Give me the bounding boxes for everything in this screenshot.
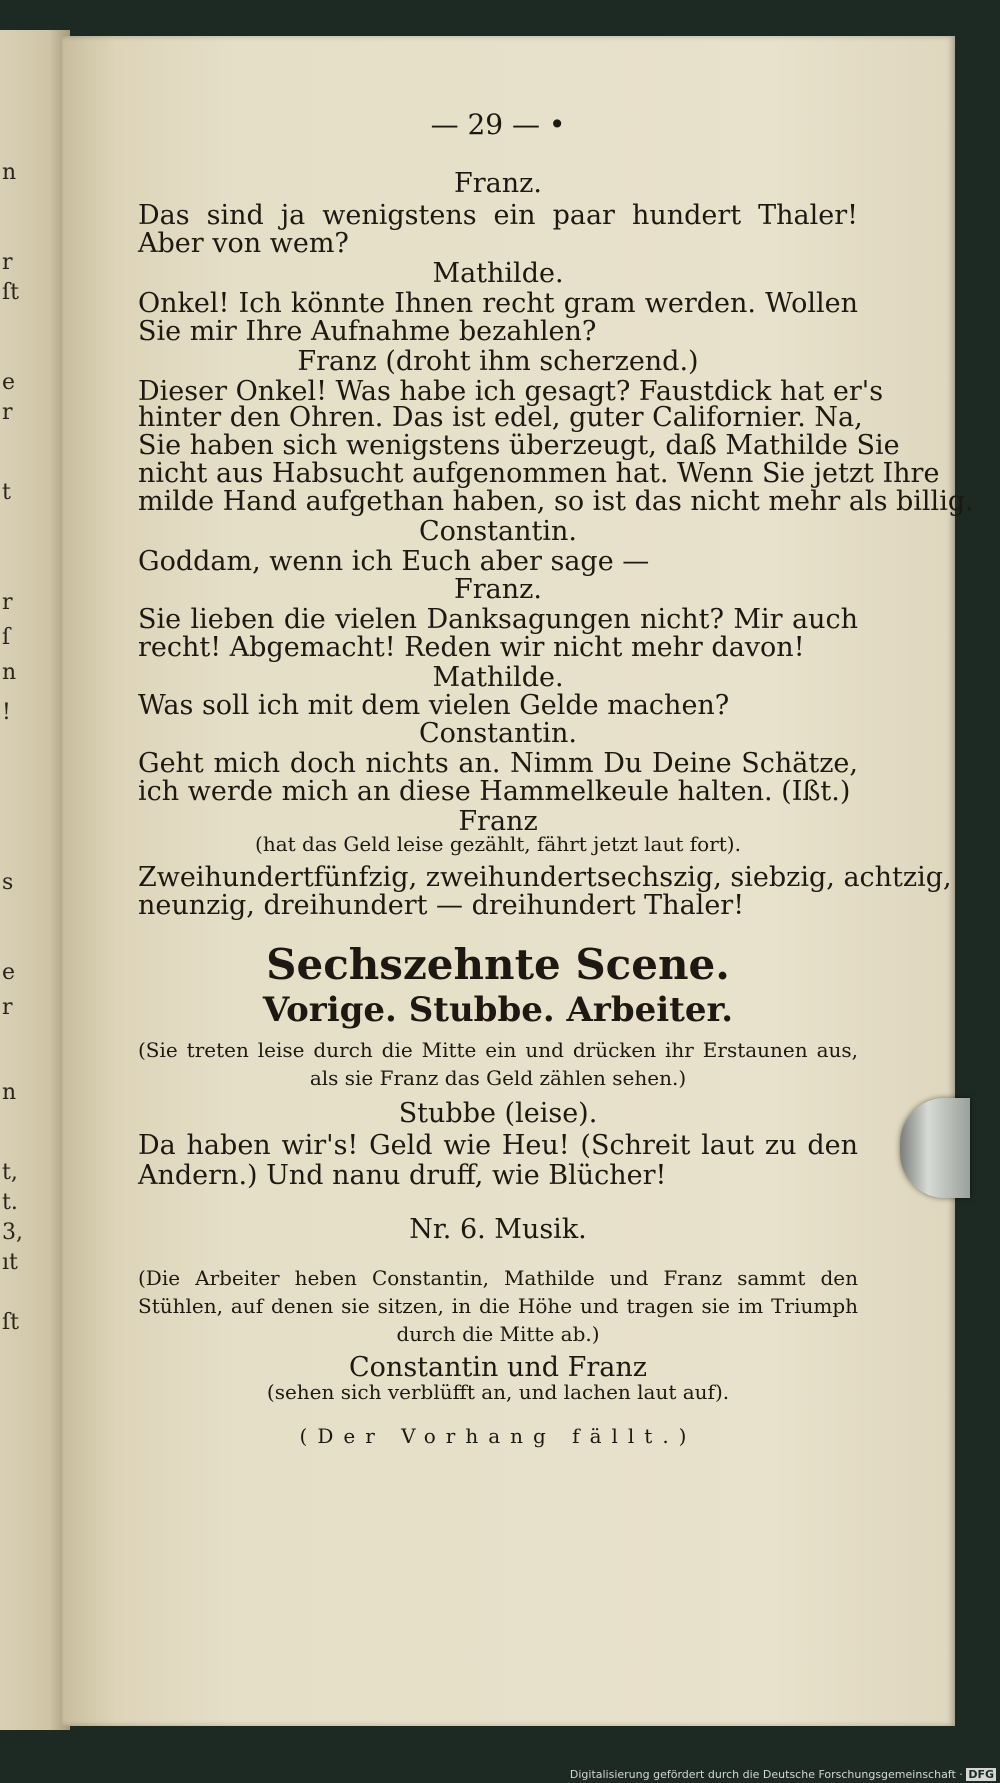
text-line: Onkel! Ich könnte Ihnen recht gram werden. Wollen	[138, 288, 858, 319]
text-line: Sie haben sich wenigstens überzeugt, daß Mathilde Sie	[138, 430, 900, 461]
text-line: Andern.) Und nanu druff, wie Blücher!	[138, 1160, 667, 1191]
text-line: Sie lieben die vielen Danksagungen nicht? Mir auch	[138, 604, 858, 635]
digitization-credit: Digitalisierung gefördert durch die Deutsche Forschungsgemeinschaft · DFG	[569, 1768, 994, 1781]
credit-text: Digitalisierung gefördert durch die Deutsche Forschungsgemeinschaft	[569, 1768, 956, 1781]
speaker-name: Franz.	[454, 574, 542, 605]
left-margin-char: t.	[2, 1190, 18, 1215]
left-margin-char: n	[2, 160, 17, 185]
speaker-name: Constantin und Franz	[349, 1352, 647, 1383]
left-margin-char: s	[2, 870, 14, 895]
speaker-name: Mathilde.	[432, 258, 564, 289]
left-margin-char: r	[2, 250, 13, 275]
scene-title: Sechszehnte Scene.	[266, 940, 730, 989]
text-line: Goddam, wenn ich Euch aber sage —	[138, 546, 650, 577]
left-margin-char: n	[2, 1080, 17, 1105]
speaker-name: Franz.	[454, 168, 542, 199]
text-line: nicht aus Habsucht aufgenommen hat. Wenn Sie jetzt Ihre	[138, 458, 940, 489]
previous-page-edge	[0, 30, 70, 1730]
text-line: hinter den Ohren. Das ist edel, guter Californier. Na,	[138, 402, 863, 433]
text-line: recht! Abgemacht! Reden wir nicht mehr davon!	[138, 632, 805, 663]
stage-direction: als sie Franz das Geld zählen sehen.)	[309, 1066, 687, 1090]
speaker-name: Constantin.	[419, 516, 577, 547]
text-line: milde Hand aufgethan haben, so ist das nicht mehr als billig.	[138, 486, 974, 517]
stage-direction: (hat das Geld leise gezählt, fährt jetzt laut fort).	[255, 832, 741, 856]
left-margin-char: r	[2, 590, 13, 615]
text-line: Geht mich doch nichts an. Nimm Du Deine Schätze,	[138, 748, 858, 779]
text-line: Aber von wem?	[138, 228, 349, 259]
page-number: — 29 — •	[430, 108, 566, 141]
speaker-name: Franz (droht ihm scherzend.)	[297, 346, 699, 377]
stage-direction: durch die Mitte ab.)	[396, 1322, 600, 1346]
left-margin-char: r	[2, 400, 13, 425]
left-margin-char: 3,	[2, 1220, 23, 1245]
stage-direction: (Sie treten leise durch die Mitte ein und drücken ihr Erstaunen aus,	[138, 1038, 858, 1062]
left-margin-char: !	[2, 700, 11, 725]
left-margin-char: e	[2, 370, 16, 395]
speaker-name: Nr. 6. Musik.	[409, 1214, 587, 1245]
book-page	[62, 36, 974, 1726]
speaker-name: Franz	[458, 806, 538, 837]
text-line: Was soll ich mit dem vielen Gelde machen?	[138, 690, 730, 721]
left-margin-char: t,	[2, 1160, 18, 1185]
text-line: Da haben wir's! Geld wie Heu! (Schreit laut zu den	[138, 1130, 858, 1161]
text-line: Sie mir Ihre Aufnahme bezahlen?	[138, 316, 597, 347]
left-margin-char: ſt	[2, 280, 19, 305]
speaker-name: Stubbe (leise).	[398, 1098, 598, 1129]
text-line: Dieser Onkel! Was habe ich gesagt? Faustdick hat er's	[138, 376, 884, 407]
text-line: Das sind ja wenigstens ein paar hundert Thaler!	[138, 200, 858, 231]
left-margin-char: e	[2, 960, 16, 985]
left-margin-char: t	[2, 480, 11, 505]
page-clip	[900, 1098, 970, 1198]
curtain-direction: (Der Vorhang fällt.)	[299, 1424, 697, 1448]
scene-characters: Vorige. Stubbe. Arbeiter.	[262, 990, 734, 1030]
stage-direction: (sehen sich verblüfft an, und lachen laut auf).	[266, 1380, 730, 1404]
stage-direction: (Die Arbeiter heben Constantin, Mathilde und Franz sammt den	[138, 1266, 858, 1290]
text-line: neunzig, dreihundert — dreihundert Thaler!	[138, 890, 745, 921]
speaker-name: Mathilde.	[432, 662, 564, 693]
left-margin-char: ſt	[2, 1310, 19, 1335]
stage-direction: Stühlen, auf denen sie sitzen, in die Höhe und tragen sie im Triumph	[138, 1294, 858, 1318]
left-margin-char: r	[2, 995, 13, 1020]
dfg-logo: DFG	[968, 1768, 994, 1781]
speaker-name: Constantin.	[419, 718, 577, 749]
left-margin-char: ſ	[2, 625, 11, 650]
text-line: Zweihundertfünfzig, zweihundertsechszig, siebzig, achtzig,	[138, 862, 952, 893]
left-margin-char: n	[2, 660, 17, 685]
left-margin-char: ıt	[2, 1250, 18, 1275]
text-line: ich werde mich an diese Hammelkeule halten. (Ißt.)	[138, 776, 851, 807]
